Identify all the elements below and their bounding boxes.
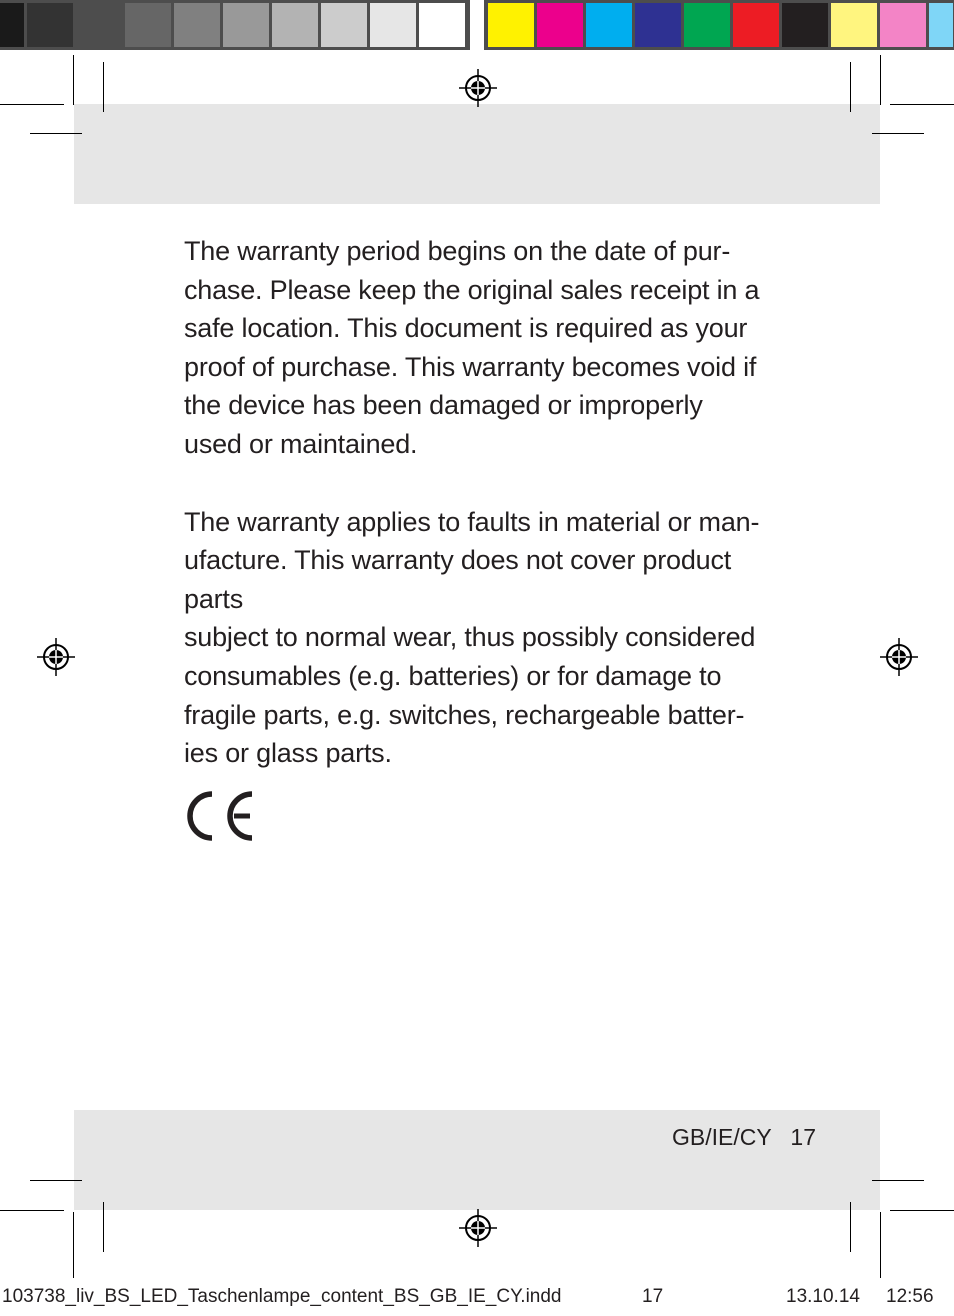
process-color-swatch <box>635 3 681 47</box>
process-color-swatch <box>586 3 632 47</box>
gray-swatch <box>174 3 220 47</box>
registration-mark-icon <box>36 637 76 677</box>
slug-page-number: 17 <box>642 1286 664 1307</box>
process-color-swatch <box>782 3 828 47</box>
registration-mark-icon <box>879 637 919 677</box>
gray-swatch <box>125 3 171 47</box>
gray-swatch <box>370 3 416 47</box>
gray-swatch <box>27 3 73 47</box>
gray-swatch <box>223 3 269 47</box>
ce-mark-icon <box>182 790 256 842</box>
gray-swatch <box>76 3 122 47</box>
gray-swatch <box>321 3 367 47</box>
process-color-swatch <box>537 3 583 47</box>
warranty-text-block <box>184 232 784 812</box>
gray-swatch <box>0 3 24 47</box>
registration-mark-icon <box>458 1208 498 1248</box>
registration-mark-icon <box>458 68 498 108</box>
process-color-swatch <box>733 3 779 47</box>
gray-swatch <box>272 3 318 47</box>
process-color-swatch <box>880 3 926 47</box>
slug-time: 12:56 <box>886 1286 934 1307</box>
page-folio: GB/IE/CY 17 <box>671 1124 816 1150</box>
process-color-swatch <box>929 3 953 47</box>
process-color-swatch <box>831 3 877 47</box>
process-color-swatch <box>684 3 730 47</box>
process-color-swatch <box>488 3 534 47</box>
warranty-scope-paragraph: The warranty applies to faults in material or man- ufacture. This warranty does not cover product parts subject to normal wear, thus possibly considered consumables (e.g. batteries) or for damage to fragile parts, e.g. switches, rechargeable batter- ies or glass parts. <box>184 506 760 769</box>
gray-swatch <box>419 3 465 47</box>
header-band <box>74 104 880 204</box>
print-slug <box>0 1286 954 1312</box>
warranty-period-paragraph: The warranty period begins on the date of pur- chase. Please keep the original sales receipt in a safe location. This document is required as your proof of purchase. This warranty becomes void if the device has been damaged or improperly used or maintained. <box>184 236 760 459</box>
slug-date: 13.10.14 <box>786 1286 860 1307</box>
slug-filename: 103738_liv_BS_LED_Taschenlampe_content_BS_GB_IE_CY.indd <box>2 1286 562 1307</box>
